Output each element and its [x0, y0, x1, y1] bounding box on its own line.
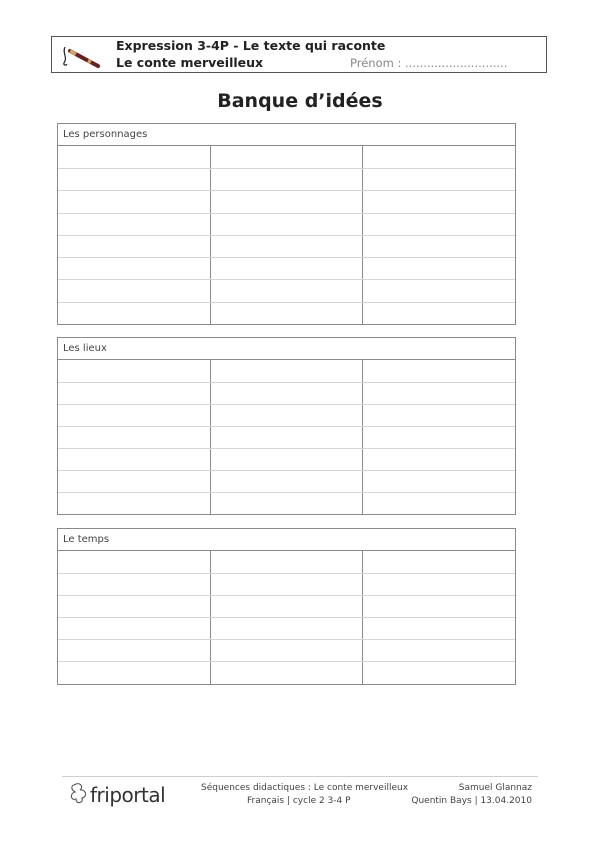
prenom-field[interactable]: Prénom : ............................ — [350, 56, 508, 70]
footer-divider — [62, 776, 538, 777]
footer-author: Samuel Glannaz — [458, 783, 532, 793]
section-lieux — [57, 337, 516, 515]
pen-icon — [60, 41, 102, 69]
idea-grid[interactable] — [58, 360, 515, 514]
footer-level: Français | cycle 2 3-4 P — [247, 796, 351, 806]
footer-author-date: Quentin Bays | 13.04.2010 — [411, 796, 532, 806]
footer-sequence: Séquences didactiques : Le conte merveilleux — [201, 783, 409, 793]
section-label: Le temps — [58, 529, 515, 551]
footer-brand: friportal — [90, 783, 166, 807]
section-label: Les lieux — [58, 338, 515, 360]
section-personnages — [57, 123, 516, 325]
header-subject: Expression 3-4P - Le texte qui raconte — [116, 38, 386, 53]
idea-grid[interactable] — [58, 551, 515, 684]
section-temps — [57, 528, 516, 685]
header-topic: Le conte merveilleux — [116, 55, 264, 70]
page-title: Banque d’idées — [217, 90, 383, 112]
idea-grid[interactable] — [58, 146, 515, 324]
section-label: Les personnages — [58, 124, 515, 146]
header-box — [51, 36, 547, 73]
